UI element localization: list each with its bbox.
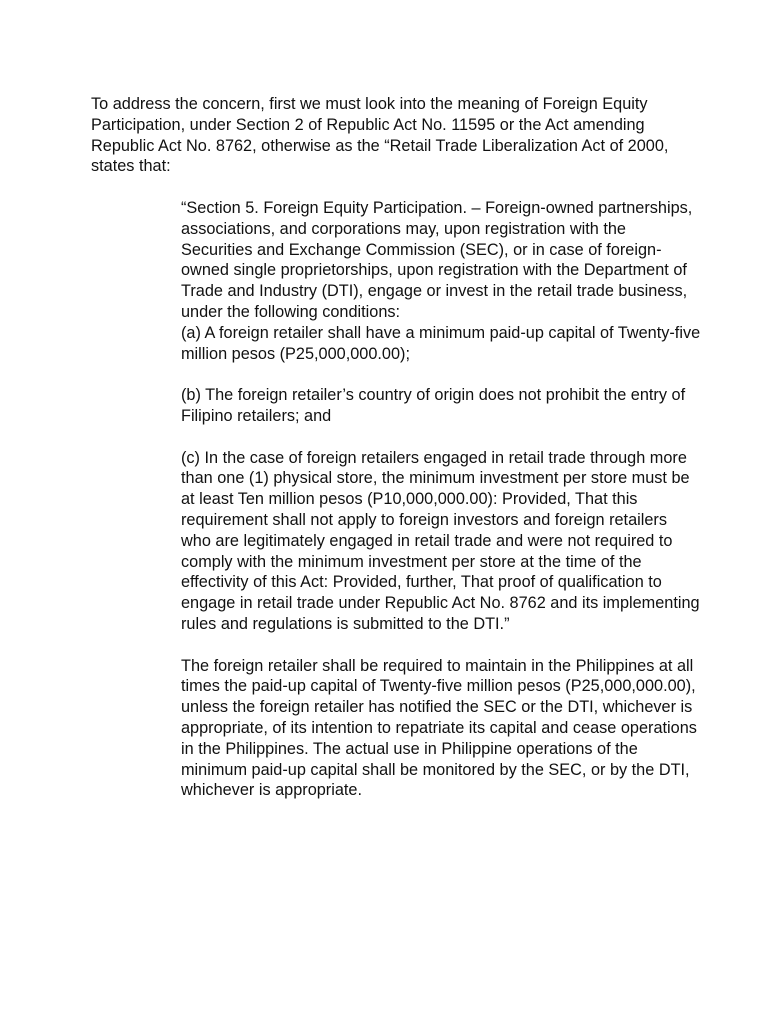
condition-b-paragraph: (b) The foreign retailer’s country of origin does not prohibit the entry of Filipino retailers; and bbox=[181, 386, 686, 425]
quoted-section bbox=[181, 198, 701, 801]
intro-paragraph: To address the concern, first we must look into the meaning of Foreign Equity Participation, under Section 2 of Republic Act No. 11595 or the Act amending Republic Act No. 8762, otherwise as the “Retail Trade Liberalization Act of 2000, states that: bbox=[91, 95, 669, 176]
condition-c-paragraph: (c) In the case of foreign retailers engaged in retail trade through more than one (1) physical store, the minimum investment per store must be at least Ten million pesos (P10,000,000.00): Provided, That this requirement shall not apply to foreign investors and foreign retailers who are legitimately engaged in retail trade and were not required to comply with the minimum investment per store at the time of the effectivity of this Act: Provided, further, That proof of qualification to engage in retail trade under Republic Act No. 8762 and its implementing rules and regulations is submitted to the DTI.” bbox=[181, 448, 700, 633]
condition-a-paragraph: (a) A foreign retailer shall have a minimum paid-up capital of Twenty-five million pesos (P25,000,000.00); bbox=[181, 323, 701, 363]
section-heading-paragraph: “Section 5. Foreign Equity Participation. – Foreign-owned partnerships, associations, and corporations may, upon registration with the Securities and Exchange Commission (SEC), or in case of foreign-owned single proprietorships, upon registration with the Department of Trade and Industry (DTI), engage or invest in the retail trade business, under the following conditions: bbox=[181, 199, 693, 321]
closing-paragraph: The foreign retailer shall be required to maintain in the Philippines at all times the paid-up capital of Twenty-five million pesos (P25,000,000.00), unless the foreign retailer has notified the SEC or the DTI, whichever is appropriate, of its intention to repatriate its capital and cease operations in the Philippines. The actual use in Philippine operations of the minimum paid-up capital shall be monitored by the SEC, or by the DTI, whichever is appropriate. bbox=[181, 656, 697, 800]
